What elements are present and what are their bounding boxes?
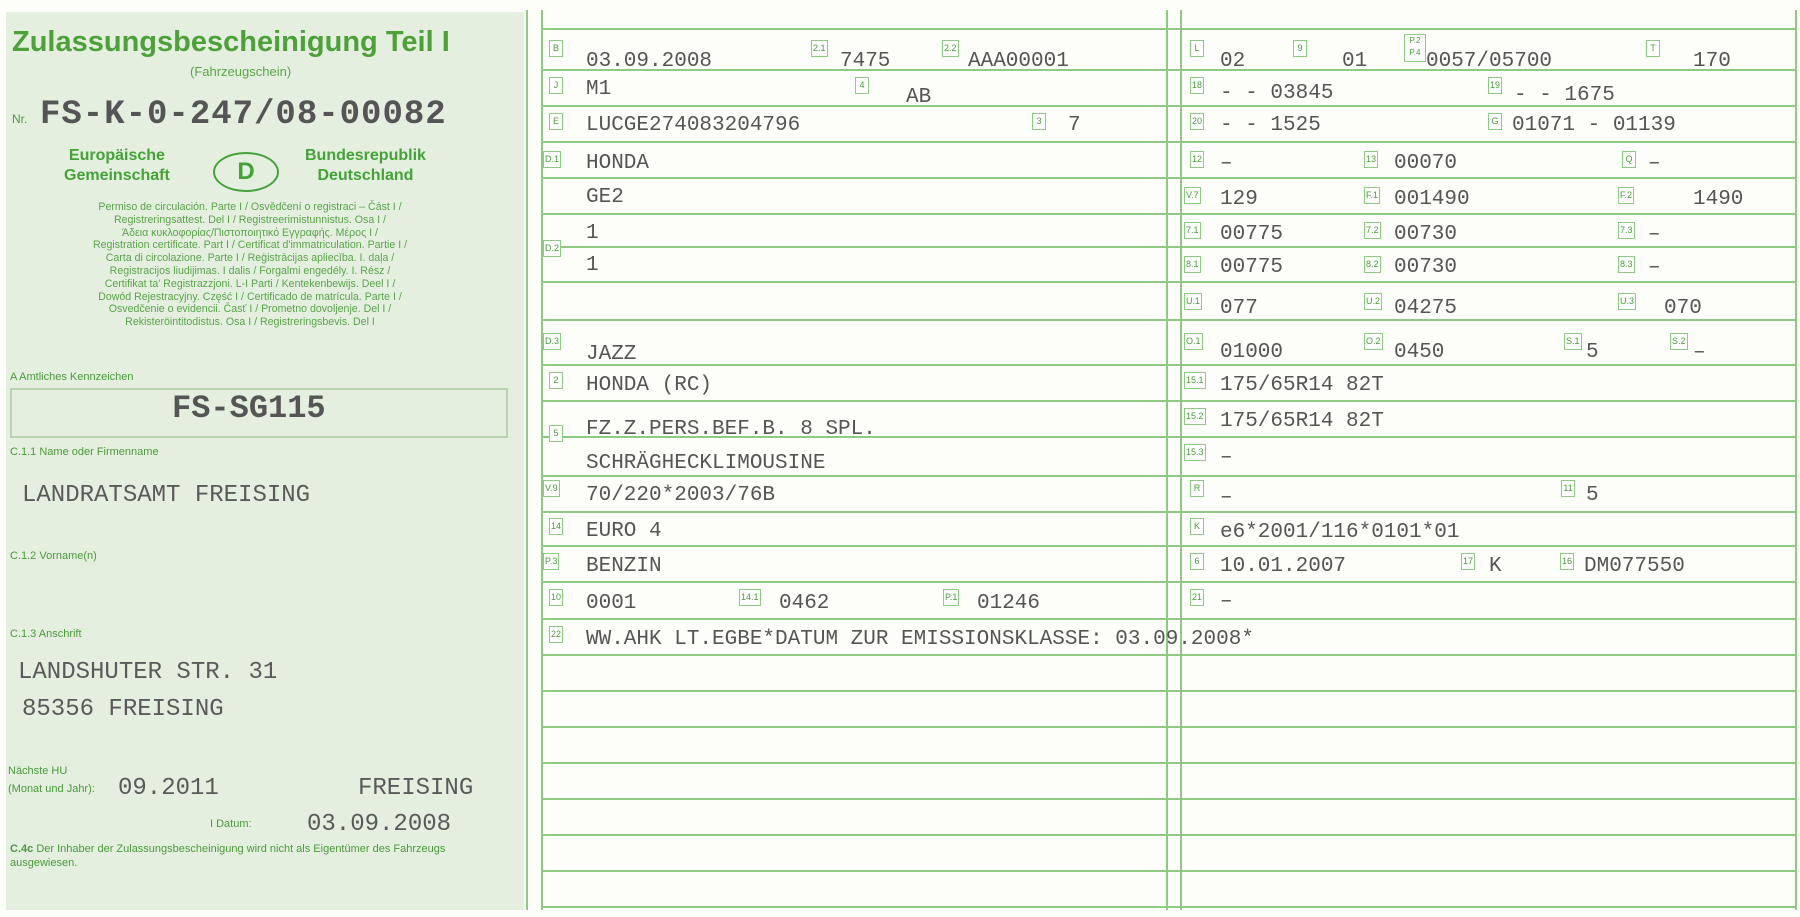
field-11-value: 5 <box>1586 484 1599 507</box>
field-code-s1: S.1 <box>1564 333 1582 350</box>
plate-label: A Amtliches Kennzeichen <box>10 371 134 383</box>
field-code-20: 20 <box>1190 113 1204 130</box>
field-code-s2: S.2 <box>1670 333 1688 350</box>
field-13-value: 00070 <box>1394 152 1458 175</box>
border-line <box>541 10 543 910</box>
field-code-o2: O.2 <box>1364 333 1383 350</box>
field-code-2-2: 2.2 <box>942 40 959 57</box>
field-code-e: E <box>549 113 563 130</box>
field-code-10: 10 <box>549 589 563 606</box>
field-t-value: 170 <box>1693 50 1731 73</box>
field-code-4: 4 <box>855 77 869 94</box>
field-code-b: B <box>549 40 563 57</box>
field-8-2-value: 00730 <box>1394 256 1458 279</box>
field-e-value: LUCGE274083204796 <box>586 114 801 137</box>
border-line <box>526 10 528 910</box>
field-o2-value: 0450 <box>1394 341 1445 364</box>
grid-line <box>541 400 1795 402</box>
multilingual-line: Rekisteröintitodistus. Osa I / Registreringsbevis. Del I <box>125 316 375 329</box>
multilingual-line: Άδεια κυκλοφορίας/Πιστοποιητικό Εγγραφής. Μέρος I / <box>122 226 378 239</box>
field-code-v7: V.7 <box>1184 187 1201 204</box>
field-code-f2: F.2 <box>1618 187 1634 204</box>
field-18-value: - - 03845 <box>1220 82 1334 105</box>
field-code-u3: U.3 <box>1618 293 1636 310</box>
field-s1-value: 5 <box>1586 341 1599 364</box>
field-22-value: WW.AHK LT.EGBE*DATUM ZUR EMISSIONSKLASSE: 03.09.2008* <box>586 628 1254 651</box>
field-code-14-1: 14.1 <box>739 589 761 606</box>
field-code-7-3: 7.3 <box>1618 222 1635 239</box>
grid-line <box>541 545 1795 547</box>
field-f2-value: 1490 <box>1693 188 1744 211</box>
field-code-o1: O.1 <box>1184 333 1203 350</box>
field-code-13: 13 <box>1364 151 1378 168</box>
field-6-value: 10.01.2007 <box>1220 555 1347 578</box>
field-p2-p4-value: 0057/05700 <box>1426 50 1553 73</box>
field-code-2: 2 <box>549 372 563 389</box>
border-line <box>1795 10 1797 910</box>
document-number: FS-K-0-247/08-00082 <box>40 96 447 134</box>
field-code-p1: P.1 <box>943 589 959 606</box>
field-q-value: – <box>1648 152 1661 175</box>
grid-line <box>541 654 1795 656</box>
grid-line <box>541 364 1795 366</box>
field-3-value: 7 <box>1068 114 1081 137</box>
field-4-value: AB <box>906 86 932 109</box>
field-19-value: - - 1675 <box>1514 84 1615 107</box>
field-5-value-b: SCHRÄGHECKLIMOUSINE <box>586 452 826 475</box>
multilingual-line: Dowód Rejestracyjny. Część I / Certificado de matrícula. Parte I / <box>98 290 402 303</box>
grid-line <box>541 762 1795 764</box>
license-plate: FS-SG115 <box>172 390 326 427</box>
multilingual-text <box>8 201 492 329</box>
field-code-q: Q <box>1622 151 1636 168</box>
field-code-d2: D.2 <box>543 240 561 257</box>
field-code-8-3: 8.3 <box>1618 256 1635 273</box>
field-u2-value: 04275 <box>1394 297 1458 320</box>
de-line-1: Bundesrepublik <box>305 147 426 164</box>
field-d2-value-b: 1 <box>586 222 599 245</box>
field-code-11: 11 <box>1561 480 1575 497</box>
field-b-value: 03.09.2008 <box>586 50 713 73</box>
multilingual-line: Certifikat ta' Registrazzjoni. L-I Parti / Kentekenbewijs. Deel I / <box>104 277 396 290</box>
field-15-1-value: 175/65R14 82T <box>1220 374 1384 397</box>
field-code-p3: P.3 <box>543 553 559 570</box>
field-code-8-2: 8.2 <box>1364 256 1381 273</box>
field-code-7-1: 7.1 <box>1184 222 1201 239</box>
field-code-5: 5 <box>549 425 563 442</box>
border-line <box>1166 10 1168 910</box>
multilingual-line: Carta di circolazione. Parte I / Reģistrācijas apliecība. I. daļa / <box>105 252 395 265</box>
field-8-3-value: – <box>1648 256 1661 279</box>
grid-line <box>541 177 1795 179</box>
name-label: C.1.1 Name oder Firmenname <box>10 446 159 458</box>
field-o1-value: 01000 <box>1220 341 1284 364</box>
de-label <box>305 146 426 186</box>
field-5-value-a: FZ.Z.PERS.BEF.B. 8 SPL. <box>586 418 876 441</box>
nr-label: Nr. <box>12 112 28 126</box>
field-l-value: 02 <box>1220 50 1246 73</box>
owner-note <box>10 842 490 870</box>
field-code-14: 14 <box>549 518 563 535</box>
field-code-t: T <box>1646 40 1660 57</box>
field-code-16: 16 <box>1560 553 1574 570</box>
field-code-k: K <box>1190 518 1204 535</box>
eu-label <box>64 146 170 186</box>
document-subtitle: (Fahrzeugschein) <box>190 64 292 79</box>
grid-line <box>541 726 1795 728</box>
field-u1-value: 077 <box>1220 297 1258 320</box>
field-code-15-3: 15.3 <box>1184 444 1206 461</box>
field-2-2-value: AAA00001 <box>968 50 1069 73</box>
field-g-value: 01071 - 01139 <box>1512 114 1676 137</box>
field-p1-value: 01246 <box>977 592 1041 615</box>
date-value: 03.09.2008 <box>307 811 452 838</box>
grid-line <box>541 870 1795 872</box>
field-code-17: 17 <box>1461 553 1475 570</box>
grid-line <box>541 581 1795 583</box>
multilingual-line: Permiso de circulación. Parte I / Osvědčení o registraci – Část I / <box>98 201 402 213</box>
field-code-p2-p4: P.2 P.4 <box>1404 34 1426 62</box>
hu-label-1: Nächste HU <box>8 765 68 777</box>
field-20-value: - - 1525 <box>1220 114 1321 137</box>
de-line-2: Deutschland <box>317 167 414 184</box>
field-code-12: 12 <box>1190 151 1204 168</box>
firstname-label: C.1.2 Vorname(n) <box>10 550 97 562</box>
grid-line <box>541 141 1795 143</box>
address-label: C.1.3 Anschrift <box>10 628 82 640</box>
hu-value: 09.2011 <box>118 775 219 802</box>
field-8-1-value: 00775 <box>1220 256 1284 279</box>
grid-line <box>541 690 1795 692</box>
address-line-2: 85356 FREISING <box>22 696 224 723</box>
grid-line <box>541 246 1795 248</box>
field-j-value: M1 <box>586 78 612 101</box>
name-value: LANDRATSAMT FREISING <box>22 482 311 509</box>
field-code-3: 3 <box>1032 113 1046 130</box>
field-r-value: – <box>1220 486 1233 509</box>
field-d2-value-c: 1 <box>586 254 599 277</box>
grid-line <box>541 798 1795 800</box>
grid-line <box>541 213 1795 215</box>
c4c-code: C.4c <box>10 843 34 855</box>
field-code-r: R <box>1190 480 1204 497</box>
field-d2-value-a: GE2 <box>586 186 624 209</box>
field-2-1-value: 7475 <box>840 50 891 73</box>
field-16-value: DM077550 <box>1584 555 1685 578</box>
country-code-oval: D <box>213 152 279 192</box>
multilingual-line: Registration certificate. Part I / Certificat d'immatriculation. Partie I / <box>92 239 408 252</box>
field-21-value: – <box>1220 590 1233 613</box>
eu-line-2: Gemeinschaft <box>64 167 170 184</box>
place-value: FREISING <box>358 775 474 802</box>
field-code-22: 22 <box>549 626 563 643</box>
field-code-f1: F.1 <box>1364 187 1380 204</box>
field-v9-value: 70/220*2003/76B <box>586 484 776 507</box>
field-p3-value: BENZIN <box>586 555 662 578</box>
grid-line <box>541 28 1795 30</box>
multilingual-line: Registreringsattest. Del I / Registreerimistunnistus. Osa I / <box>113 213 386 226</box>
address-line-1: LANDSHUTER STR. 31 <box>18 659 278 686</box>
field-code-2-1: 2.1 <box>811 40 828 57</box>
grid-line <box>541 511 1795 513</box>
field-code-7-2: 7.2 <box>1364 222 1381 239</box>
field-code-15-1: 15.1 <box>1184 372 1206 389</box>
grid-line <box>541 69 1795 71</box>
field-17-value: K <box>1489 555 1502 578</box>
field-code-15-2: 15.2 <box>1184 408 1206 425</box>
grid-line <box>541 834 1795 836</box>
multilingual-line: Osvedčenie o evidencii. Časť I / Prometno dovoljenje. Del I / <box>108 303 392 316</box>
field-code-u1: U.1 <box>1184 293 1202 310</box>
field-code-6: 6 <box>1190 553 1204 570</box>
field-14-1-value: 0462 <box>779 592 830 615</box>
field-code-18: 18 <box>1190 77 1204 94</box>
field-code-u2: U.2 <box>1364 293 1382 310</box>
grid-line <box>541 906 1795 908</box>
field-2-value: HONDA (RC) <box>586 374 713 397</box>
field-9-value: 01 <box>1342 50 1368 73</box>
eu-line-1: Europäische <box>68 147 165 164</box>
document-title: Zulassungsbescheinigung Teil I <box>12 26 450 58</box>
field-d1-value: HONDA <box>586 152 650 175</box>
grid-line <box>541 475 1795 477</box>
field-f1-value: 001490 <box>1394 188 1470 211</box>
field-10-value: 0001 <box>586 592 637 615</box>
field-u3-value: 070 <box>1664 297 1702 320</box>
hu-label-2: (Monat und Jahr): <box>8 783 95 795</box>
field-d3-value: JAZZ <box>586 343 637 366</box>
field-15-2-value: 175/65R14 82T <box>1220 410 1384 433</box>
field-s2-value: – <box>1693 341 1706 364</box>
field-15-3-value: – <box>1220 446 1233 469</box>
field-code-8-1: 8.1 <box>1184 256 1201 273</box>
multilingual-line: Registracijos liudijimas. I dalis / Forgalmi engedély. I. Rész / <box>109 264 391 277</box>
field-code-g: G <box>1488 113 1502 130</box>
field-12-value: – <box>1220 152 1233 175</box>
field-14-value: EURO 4 <box>586 520 662 543</box>
field-7-1-value: 00775 <box>1220 223 1284 246</box>
date-label: I Datum: <box>210 818 252 830</box>
field-k-value: e6*2001/116*0101*01 <box>1220 521 1460 544</box>
grid-line <box>541 618 1795 620</box>
field-v7-value: 129 <box>1220 188 1258 211</box>
c4c-text: Der Inhaber der Zulassungsbescheinigung wird nicht als Eigentümer des Fahrzeugs ausgewiesen. <box>10 843 446 869</box>
grid-line <box>541 319 1795 321</box>
border-line <box>1180 10 1182 910</box>
field-code-d1: D.1 <box>543 151 561 168</box>
field-code-9: 9 <box>1293 40 1307 57</box>
field-code-j: J <box>549 77 563 94</box>
field-code-21: 21 <box>1190 589 1204 606</box>
field-7-3-value: – <box>1648 223 1661 246</box>
field-code-d3: D.3 <box>543 333 561 350</box>
grid-line <box>541 281 1795 283</box>
field-code-l: L <box>1190 40 1204 57</box>
field-code-v9: V.9 <box>543 480 560 497</box>
field-code-19: 19 <box>1488 77 1502 94</box>
field-7-2-value: 00730 <box>1394 223 1458 246</box>
